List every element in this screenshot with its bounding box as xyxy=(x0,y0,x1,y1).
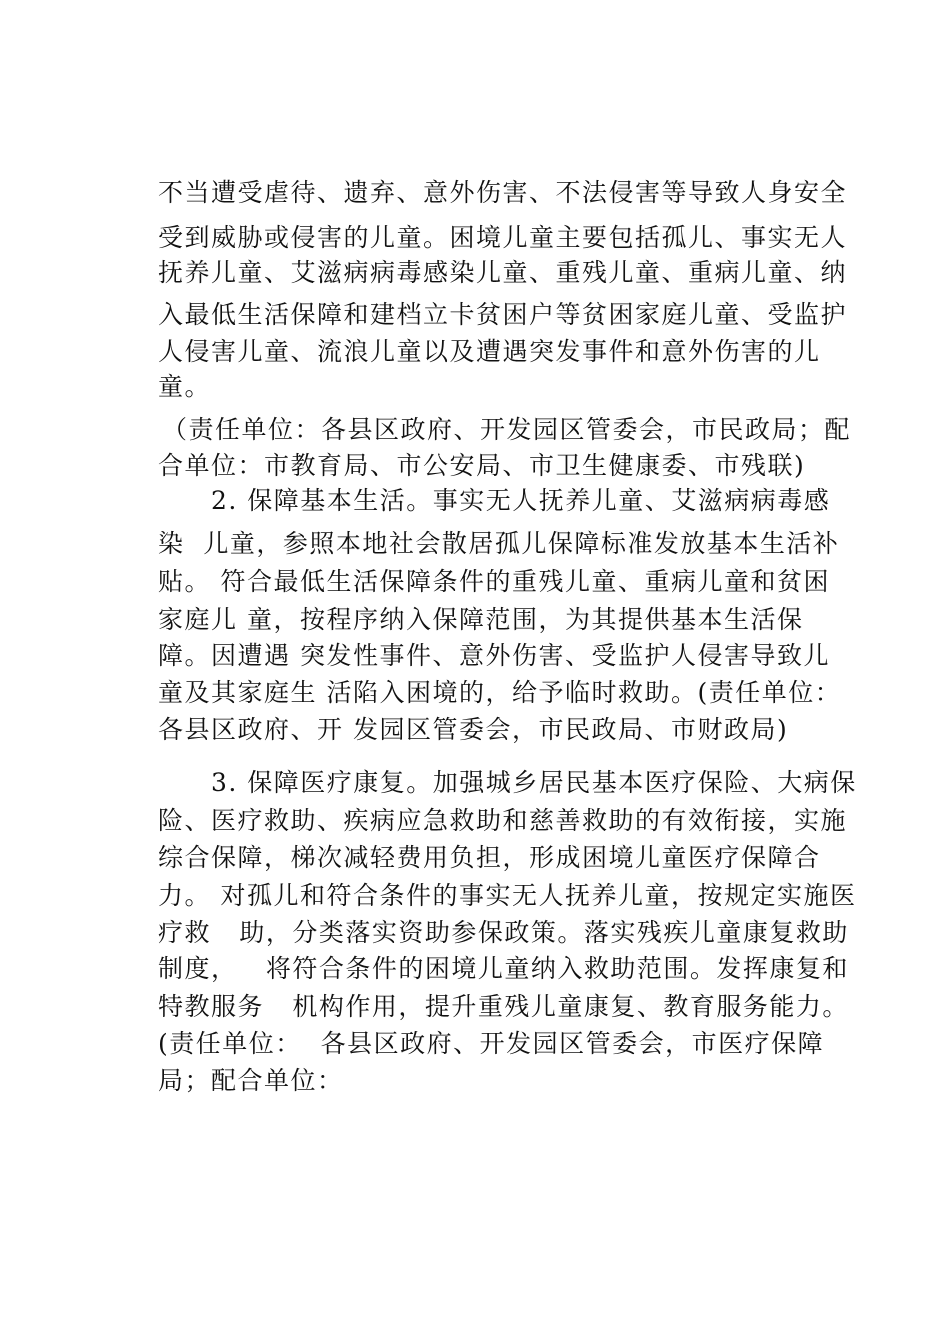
section-3-line: 局；配合单位： xyxy=(158,1066,344,1095)
section-3-line: (责任单位： 各县区政府、开发园区管委会，市医疗保障 xyxy=(158,1029,825,1058)
responsibility-line: （责任单位：各县区政府、开发园区管委会，市民政局；配 xyxy=(162,415,852,444)
section-3-line: 力。 对孤儿和符合条件的事实无人抚养儿童，按规定实施医 xyxy=(158,881,857,910)
section-2-line: 贴。 符合最低生活保障条件的重残儿童、重病儿童和贫困 xyxy=(158,567,830,596)
text-line: 受到威胁或侵害的儿童。困境儿童主要包括孤儿、事实无人 xyxy=(158,223,848,252)
section-3-line: 疗救 助，分类落实资助参保政策。落实残疾儿童康复救助 xyxy=(158,918,849,947)
section-2-line: 障。因遭遇 突发性事件、意外伤害、受监护人侵害导致儿 xyxy=(158,641,830,670)
section-3-line: 3. 保障医疗康复。加强城乡居民基本医疗保险、大病保 xyxy=(158,768,857,797)
text-line: 人侵害儿童、流浪儿童以及遭遇突发事件和意外伤害的儿 xyxy=(158,337,821,366)
section-2-line: 2. 保障基本生活。事实无人抚养儿童、艾滋病病毒感 xyxy=(158,486,831,515)
section-3-line: 综合保障，梯次减轻费用负担，形成困境儿童医疗保障合 xyxy=(158,843,821,872)
section-2-line: 各县区政府、开 发园区管委会，市民政局、市财政局) xyxy=(158,715,789,744)
text-line: 抚养儿童、艾滋病病毒感染儿童、重残儿童、重病儿童、纳 xyxy=(158,258,848,287)
section-2-line: 染 儿童，参照本地社会散居孤儿保障标准发放基本生活补 xyxy=(158,529,840,558)
section-3-line: 特教服务 机构作用，提升重残儿童康复、教育服务能力。 xyxy=(158,992,849,1021)
section-3-line: 制度， 将符合条件的困境儿童纳入救助范围。发挥康复和 xyxy=(158,954,849,983)
text-line: 入最低生活保障和建档立卡贫困户等贫困家庭儿童、受监护 xyxy=(158,300,848,329)
section-2-line: 童及其家庭生 活陷入困境的，给予临时救助。(责任单位： xyxy=(158,678,842,707)
section-2-line: 家庭儿 童，按程序纳入保障范围，为其提供基本生活保 xyxy=(158,605,804,634)
text-line: 不当遭受虐待、遗弃、意外伤害、不法侵害等导致人身安全 xyxy=(158,178,848,207)
text-line: 童。 xyxy=(158,372,212,401)
section-3-line: 险、医疗救助、疾病应急救助和慈善救助的有效衔接，实施 xyxy=(158,806,848,835)
responsibility-line: 合单位：市教育局、市公安局、市卫生健康委、市残联) xyxy=(158,451,806,480)
